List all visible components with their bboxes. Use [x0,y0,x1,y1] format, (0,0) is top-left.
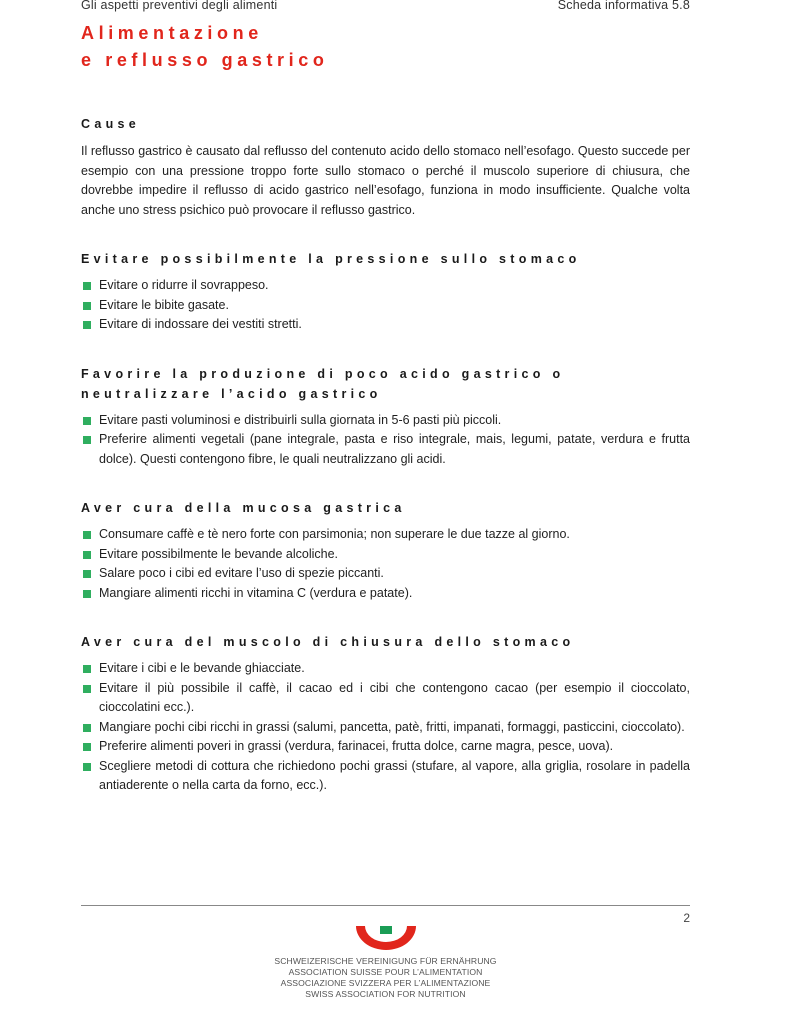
header-doc-series: Gli aspetti preventivi degli alimenti [81,0,278,12]
green-square-bullet-icon [83,763,91,771]
list-item-text: Evitare o ridurre il sovrappeso. [99,278,269,292]
section-cause [81,114,690,220]
green-square-bullet-icon [83,321,91,329]
green-square-bullet-icon [83,590,91,598]
bullet-list [81,659,690,796]
section-heading: Cause [81,117,141,131]
bullet-list [81,276,690,335]
header-sheet-number: Scheda informativa 5.8 [557,0,690,12]
list-item [81,525,690,545]
green-square-bullet-icon [83,282,91,290]
list-item [81,411,690,431]
section-paragraph: Il reflusso gastrico è causato dal reflusso del contenuto acido dello stomaco nell’esofago. Questo succede per esempio con una pressione troppo forte sullo stomaco o perché il muscolo superiore di chiusura, che dovrebbe impedire il reflusso di acido gastrico nell’esofago, funziona in modo insufficiente. Qualche volta anche uno stress psichico può provocare il reflusso gastrico. [81,144,690,217]
green-square-bullet-icon [83,685,91,693]
section-pressure [81,249,690,335]
org-name-de: SCHWEIZERISCHE VEREINIGUNG FÜR ERNÄHRUNG [274,956,497,966]
list-item [81,545,690,565]
list-item-text: Evitare i cibi e le bevande ghiacciate. [99,661,305,675]
sge-logo-icon [355,925,417,951]
list-item [81,564,690,584]
green-square-bullet-icon [83,531,91,539]
green-square-bullet-icon [83,724,91,732]
section-heading: Aver cura del muscolo di chiusura dello stomaco [81,635,575,649]
list-item [81,659,690,679]
footer-divider [81,905,690,906]
list-item-text: Evitare il più possibile il caffè, il cacao ed i cibi che contengono cacao (per esempio il cioccolato, cioccolatini ecc.). [99,680,690,714]
green-square-bullet-icon [83,417,91,425]
list-item-text: Mangiare pochi cibi ricchi in grassi (salumi, pancetta, patè, fritti, impanati, formaggi, pasticcini, cioccolato). [99,719,685,734]
green-square-bullet-icon [83,436,91,444]
list-item [81,296,690,316]
page-title-line-1: Alimentazione [81,23,263,43]
section-heading: Favorire la produzione di poco acido gastrico o neutralizzare l’acido gastrico [81,366,565,401]
list-item-text: Scegliere metodi di cottura che richiedono pochi grassi (stufare, al vapore, alla griglia, rosolare in padella antiaderente o nella carta da forno, ecc.). [99,758,690,792]
section-acid [81,364,690,470]
list-item-text: Preferire alimenti poveri in grassi (verdura, farinacei, frutta dolce, carne magra, pesce, uova). [99,739,614,753]
page-title [81,20,328,74]
list-item-text: Mangiare alimenti ricchi in vitamina C (verdura e patate). [99,585,413,600]
list-item-text: Preferire alimenti vegetali (pane integrale, pasta e riso integrale, mais, legumi, patate, verdura e frutta dolce). Questi contengono fibre, le quali neutralizzano gli acidi. [99,432,690,466]
organization-name [245,956,526,1000]
org-name-en: SWISS ASSOCIATION FOR NUTRITION [305,989,466,999]
list-item-text: Evitare pasti voluminosi e distribuirli sulla giornata in 5-6 pasti più piccoli. [99,412,502,427]
list-item [81,679,690,718]
main-content [81,114,690,825]
list-item-text: Evitare possibilmente le bevande alcoliche. [99,546,339,561]
page-number: 2 [683,911,690,925]
list-item [81,315,690,335]
section-heading: Evitare possibilmente la pressione sullo stomaco [81,252,581,266]
list-item [81,584,690,604]
section-heading: Aver cura della mucosa gastrica [81,501,406,515]
green-square-bullet-icon [83,743,91,751]
section-sphincter [81,632,690,796]
list-item [81,737,690,757]
bullet-list [81,525,690,603]
list-item-text: Evitare le bibite gasate. [99,297,229,312]
org-name-it: ASSOCIAZIONE SVIZZERA PER L’ALIMENTAZIONE [280,978,491,988]
list-item [81,757,690,796]
bullet-list [81,411,690,470]
list-item-text: Consumare caffè e tè nero forte con parsimonia; non superare le due tazze al giorno. [99,527,570,541]
section-mucosa [81,498,690,603]
green-square-bullet-icon [83,551,91,559]
list-item [81,430,690,469]
list-item [81,718,690,738]
green-square-bullet-icon [83,570,91,578]
list-item-text: Salare poco i cibi ed evitare l’uso di spezie piccanti. [99,566,384,580]
page-title-line-2: e reflusso gastrico [81,50,329,70]
green-square-bullet-icon [83,665,91,673]
list-item-text: Evitare di indossare dei vestiti stretti. [99,317,302,331]
org-name-fr: ASSOCIATION SUISSE POUR L’ALIMENTATION [288,967,483,977]
list-item [81,276,690,296]
green-square-bullet-icon [83,302,91,310]
